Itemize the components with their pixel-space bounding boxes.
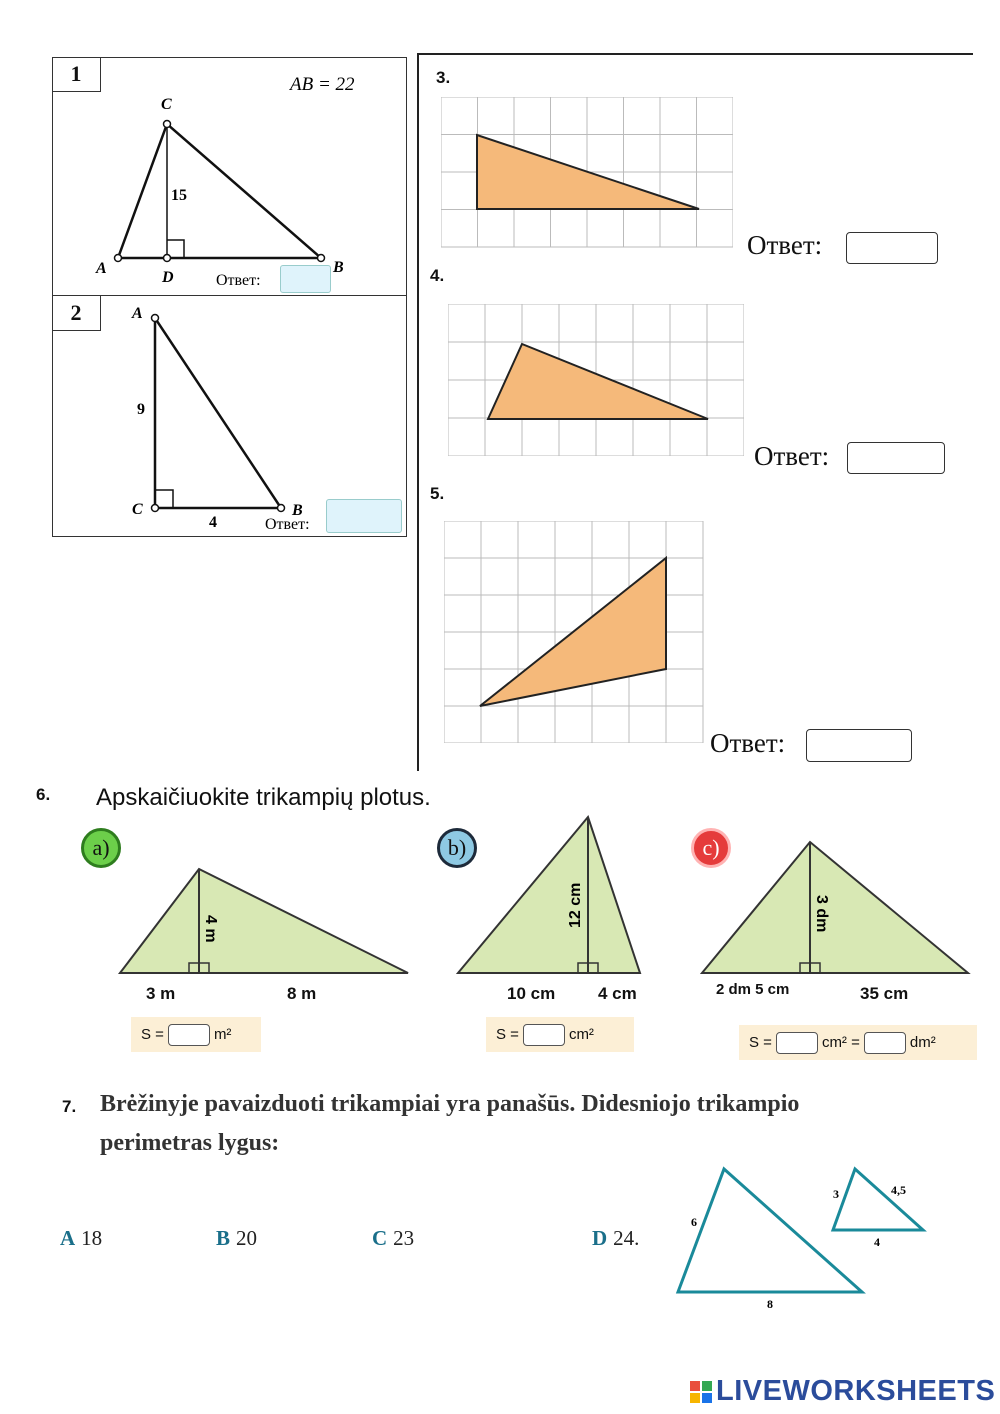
p4-triangle bbox=[488, 344, 708, 419]
p5-answer-input[interactable] bbox=[806, 729, 912, 762]
p1-label-c: C bbox=[161, 96, 172, 113]
p6c-left: 2 dm 5 cm bbox=[716, 981, 790, 998]
right-column-left-rule bbox=[417, 53, 419, 771]
brand-logo bbox=[690, 1375, 995, 1408]
p6c-unit2: dm² bbox=[909, 1034, 936, 1051]
problem-1-figure bbox=[52, 57, 405, 295]
p2-label-c: C bbox=[132, 501, 143, 518]
p7-option-c[interactable] bbox=[372, 1226, 414, 1251]
p2-label-b: B bbox=[292, 502, 303, 519]
p6a-right: 8 m bbox=[287, 984, 317, 1003]
p5-answer-label: Ответ: bbox=[710, 728, 786, 758]
p7-option-b-value: 20 bbox=[236, 1226, 258, 1250]
p6a-left: 3 m bbox=[146, 984, 176, 1003]
p7-big-left: 6 bbox=[691, 1215, 697, 1229]
problem-3-number: 3. bbox=[436, 68, 451, 87]
p7-triangles bbox=[665, 1160, 940, 1315]
p2-answer-input[interactable] bbox=[326, 499, 402, 533]
p4-answer-input[interactable] bbox=[847, 442, 945, 474]
p6b-right: 4 cm bbox=[598, 984, 637, 1003]
p6c-area-input-cm[interactable] bbox=[776, 1032, 818, 1054]
problem-7-text-line1: Brėžinyje pavaizduoti trikampiai yra panašūs. Didesniojo trikampio bbox=[100, 1091, 800, 1117]
p6b-area-row bbox=[486, 1017, 634, 1052]
p1-height: 15 bbox=[171, 187, 187, 204]
problem-4-grid bbox=[448, 304, 744, 456]
p1-answer-input[interactable] bbox=[280, 265, 331, 293]
problem-2-number: 2 bbox=[52, 296, 101, 331]
p7-option-c-value: 23 bbox=[393, 1226, 415, 1250]
problem-7-number: 7. bbox=[62, 1097, 77, 1116]
p2-side-cb: 4 bbox=[209, 514, 217, 531]
p6c-s-label: S = bbox=[749, 1034, 772, 1051]
p7-small-left: 3 bbox=[833, 1187, 839, 1201]
p1-label-a: A bbox=[96, 260, 107, 277]
problem-4-number: 4. bbox=[430, 266, 445, 285]
problem-5-number: 5. bbox=[430, 484, 445, 503]
p6c-height: 3 dm bbox=[813, 895, 830, 933]
p7-option-d-value: 24. bbox=[613, 1226, 640, 1250]
p4-answer-label: Ответ: bbox=[754, 441, 830, 471]
p6a-area-input[interactable] bbox=[168, 1024, 210, 1046]
p6b-unit: cm² bbox=[568, 1026, 594, 1043]
p6a-s-label: S = bbox=[141, 1026, 164, 1043]
p6b-height: 12 cm bbox=[567, 882, 584, 928]
p6a-height: 4 m bbox=[202, 915, 219, 943]
p7-option-a[interactable] bbox=[60, 1226, 102, 1251]
p6c-area-input-dm[interactable] bbox=[864, 1032, 906, 1054]
p2-answer-label: Ответ: bbox=[265, 516, 310, 533]
p6-triangles bbox=[110, 810, 990, 1010]
brand-logo-icon bbox=[690, 1381, 712, 1403]
problem-5-grid bbox=[444, 521, 706, 743]
p7-option-b[interactable] bbox=[216, 1226, 257, 1251]
problem-6-title: Apskaičiuokite trikampių plotus. bbox=[96, 784, 431, 811]
p1-answer-label: Ответ: bbox=[216, 272, 261, 289]
p6b-left: 10 cm bbox=[507, 984, 556, 1003]
p6a-area-row bbox=[131, 1017, 261, 1052]
p6c-unit1: cm² = bbox=[821, 1034, 860, 1051]
p3-answer-input[interactable] bbox=[846, 232, 938, 264]
p7-option-c-letter: C bbox=[372, 1226, 388, 1250]
p6-badge-c: c) bbox=[691, 828, 731, 868]
right-column-top-rule bbox=[417, 53, 973, 55]
p6-badge-b: b) bbox=[437, 828, 477, 868]
p2-label-a: A bbox=[132, 305, 143, 322]
p7-small-bottom: 4 bbox=[874, 1235, 880, 1249]
p7-option-a-value: 18 bbox=[81, 1226, 103, 1250]
p6c-area-row bbox=[739, 1025, 977, 1060]
p1-label-d: D bbox=[162, 269, 174, 286]
problem-3-grid bbox=[441, 97, 733, 249]
problem-1-number: 1 bbox=[52, 57, 101, 92]
p7-option-a-letter: A bbox=[60, 1226, 76, 1250]
p7-small-right: 4,5 bbox=[891, 1183, 906, 1197]
problem-7-text-line2: perimetras lygus: bbox=[100, 1130, 280, 1156]
brand-name: LIVEWORKSHEETS bbox=[716, 1375, 996, 1407]
p2-side-ac: 9 bbox=[137, 401, 145, 418]
p7-option-d[interactable] bbox=[592, 1226, 639, 1251]
p1-given: AB = 22 bbox=[290, 74, 355, 95]
p6c-right: 35 cm bbox=[860, 984, 909, 1003]
problem-6-number: 6. bbox=[36, 785, 51, 804]
p3-answer-label: Ответ: bbox=[747, 230, 823, 260]
p7-option-d-letter: D bbox=[592, 1226, 608, 1250]
p6b-s-label: S = bbox=[496, 1026, 519, 1043]
p6a-unit: m² bbox=[213, 1026, 232, 1043]
p7-option-b-letter: B bbox=[216, 1226, 231, 1250]
p6b-area-input[interactable] bbox=[523, 1024, 565, 1046]
p6-badge-a: a) bbox=[81, 828, 121, 868]
p7-big-bottom: 8 bbox=[767, 1297, 773, 1311]
p1-label-b: B bbox=[333, 259, 344, 276]
